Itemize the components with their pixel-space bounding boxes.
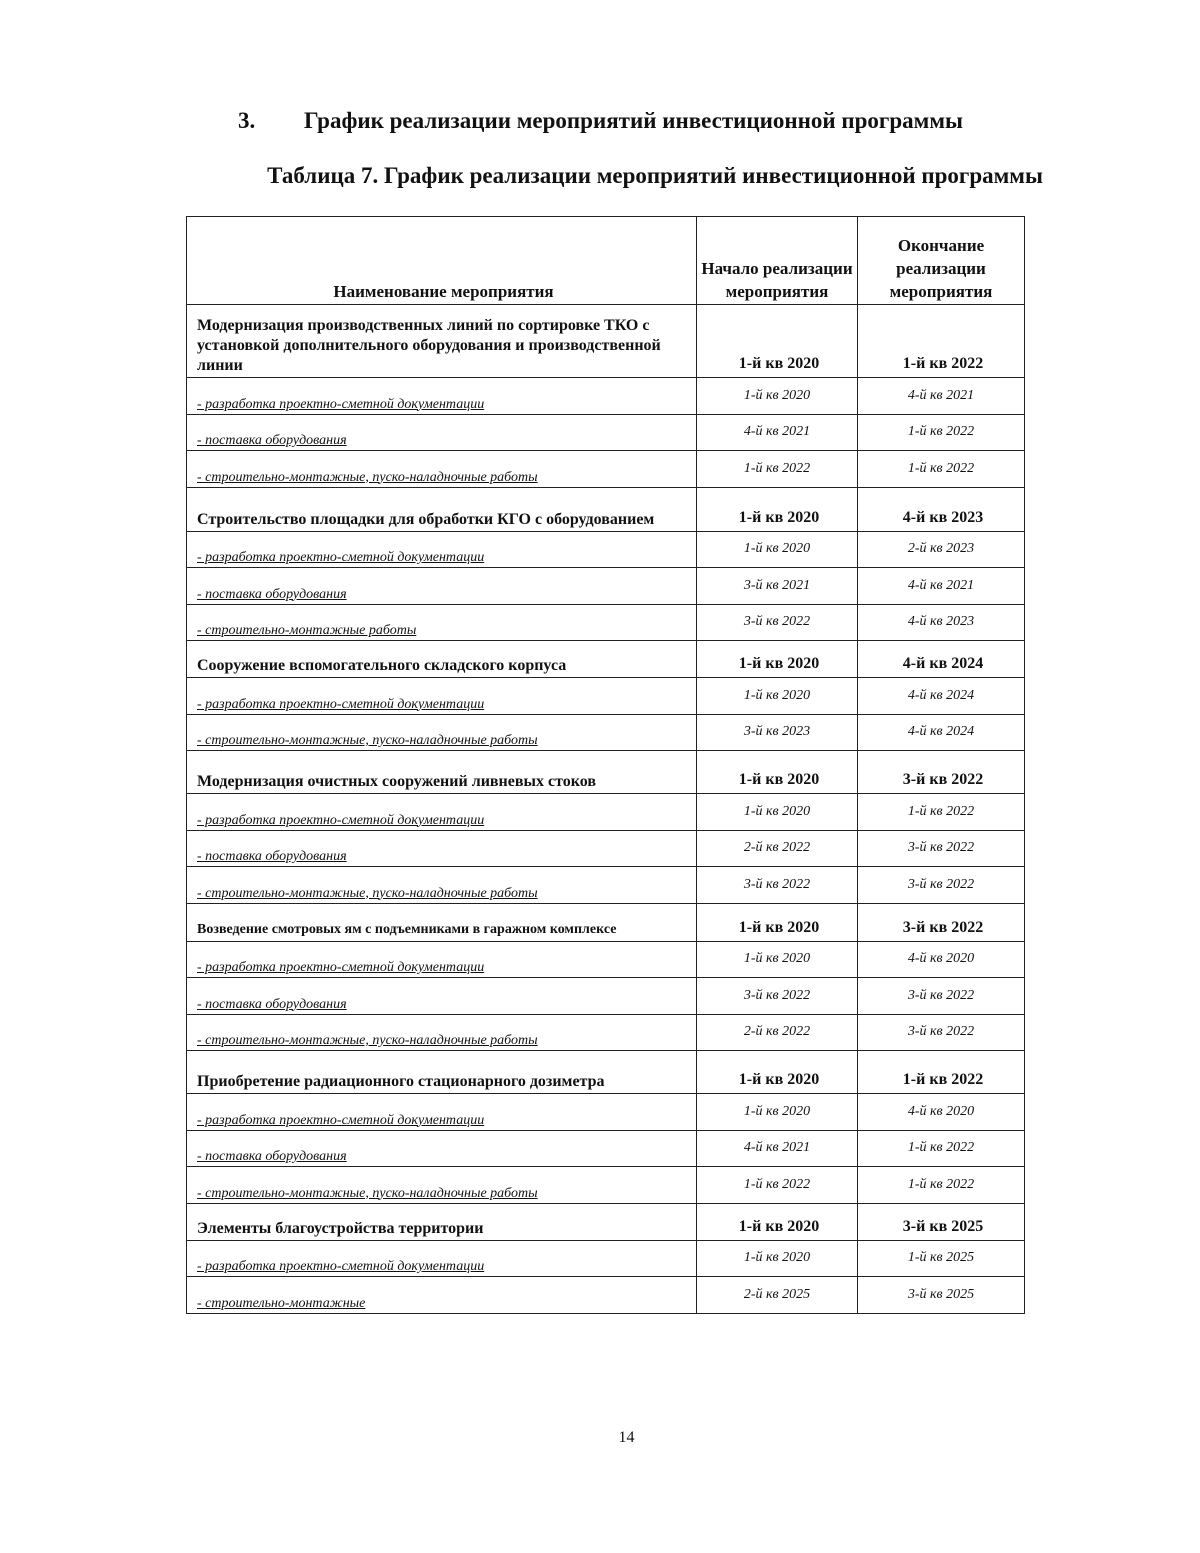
page-number: 14	[618, 1429, 635, 1446]
subtask-end-cell: 4-й кв 2021	[858, 378, 1025, 415]
subtask-start-cell: 3-й кв 2023	[697, 714, 858, 751]
table-row-subtask	[187, 1240, 1025, 1277]
subtask-start-cell: 1-й кв 2020	[697, 678, 858, 715]
section-number: 3.	[238, 108, 256, 133]
subtask-name-cell: - строительно-монтажные, пуско-наладночные работы	[187, 1167, 697, 1204]
subtask-start-cell: 1-й кв 2020	[697, 794, 858, 831]
subtask-start-cell: 2-й кв 2022	[697, 1014, 858, 1051]
table-row-subtask	[187, 451, 1025, 488]
subtask-end-cell: 2-й кв 2023	[858, 531, 1025, 568]
table-row-subtask	[187, 378, 1025, 415]
table-row-activity	[187, 487, 1025, 531]
activity-name-cell: Элементы благоустройства территории	[187, 1203, 697, 1240]
subtask-name-cell: - строительно-монтажные, пуско-наладночные работы	[187, 714, 697, 751]
table-row-subtask	[187, 604, 1025, 641]
table-row-activity	[187, 305, 1025, 378]
table-row-subtask	[187, 1167, 1025, 1204]
table-row-subtask	[187, 1094, 1025, 1131]
activity-end-cell: 3-й кв 2022	[858, 751, 1025, 794]
subtask-name-cell: - разработка проектно-сметной документации	[187, 678, 697, 715]
subtask-start-cell: 4-й кв 2021	[697, 1130, 858, 1167]
subtask-name-cell: - разработка проектно-сметной документации	[187, 1240, 697, 1277]
table-row-subtask	[187, 978, 1025, 1015]
subtask-name-cell: - поставка оборудования	[187, 568, 697, 605]
subtask-start-cell: 1-й кв 2022	[697, 451, 858, 488]
subtask-name-cell: - поставка оборудования	[187, 830, 697, 867]
subtask-end-cell: 4-й кв 2020	[858, 1094, 1025, 1131]
activity-start-cell: 1-й кв 2020	[697, 641, 858, 678]
table-row-subtask	[187, 414, 1025, 451]
table-row-subtask	[187, 794, 1025, 831]
table-row-subtask	[187, 678, 1025, 715]
subtask-name-cell: - разработка проектно-сметной документации	[187, 794, 697, 831]
activity-name-cell: Возведение смотровых ям с подъемниками в гаражном комплексе	[187, 903, 697, 941]
subtask-end-cell: 4-й кв 2020	[858, 941, 1025, 978]
subtask-end-cell: 3-й кв 2022	[858, 1014, 1025, 1051]
subtask-name-cell: - поставка оборудования	[187, 978, 697, 1015]
header-end: Окончание реализации мероприятия	[858, 217, 1025, 305]
subtask-start-cell: 3-й кв 2021	[697, 568, 858, 605]
section-title: График реализации мероприятий инвестиционной программы	[304, 108, 963, 133]
table-row-activity	[187, 751, 1025, 794]
header-name: Наименование мероприятия	[187, 217, 697, 305]
activity-start-cell: 1-й кв 2020	[697, 1203, 858, 1240]
table-row-activity	[187, 641, 1025, 678]
section-heading	[238, 108, 963, 134]
subtask-name-cell: - строительно-монтажные, пуско-наладночные работы	[187, 1014, 697, 1051]
activity-end-cell: 1-й кв 2022	[858, 1051, 1025, 1094]
subtask-start-cell: 3-й кв 2022	[697, 978, 858, 1015]
table-row-subtask	[187, 941, 1025, 978]
subtask-start-cell: 3-й кв 2022	[697, 867, 858, 904]
subtask-start-cell: 1-й кв 2020	[697, 531, 858, 568]
subtask-end-cell: 4-й кв 2024	[858, 678, 1025, 715]
subtask-end-cell: 1-й кв 2022	[858, 794, 1025, 831]
subtask-end-cell: 3-й кв 2025	[858, 1277, 1025, 1314]
subtask-end-cell: 3-й кв 2022	[858, 830, 1025, 867]
subtask-name-cell: - разработка проектно-сметной документации	[187, 941, 697, 978]
subtask-start-cell: 3-й кв 2022	[697, 604, 858, 641]
activity-start-cell: 1-й кв 2020	[697, 1051, 858, 1094]
subtask-start-cell: 2-й кв 2022	[697, 830, 858, 867]
subtask-start-cell: 1-й кв 2022	[697, 1167, 858, 1204]
subtask-name-cell: - поставка оборудования	[187, 414, 697, 451]
activity-end-cell: 4-й кв 2024	[858, 641, 1025, 678]
subtask-end-cell: 4-й кв 2024	[858, 714, 1025, 751]
subtask-start-cell: 1-й кв 2020	[697, 1240, 858, 1277]
subtask-start-cell: 1-й кв 2020	[697, 941, 858, 978]
subtask-start-cell: 1-й кв 2020	[697, 1094, 858, 1131]
activity-name-cell: Модернизация производственных линий по сортировке ТКО с установкой дополнительного оборудования и производственной линии	[187, 305, 697, 378]
table-row-subtask	[187, 867, 1025, 904]
subtask-start-cell: 4-й кв 2021	[697, 414, 858, 451]
activity-name-cell: Сооружение вспомогательного складского корпуса	[187, 641, 697, 678]
table-row-subtask	[187, 1014, 1025, 1051]
table-row-subtask	[187, 1277, 1025, 1314]
subtask-name-cell: - строительно-монтажные	[187, 1277, 697, 1314]
subtask-end-cell: 1-й кв 2022	[858, 414, 1025, 451]
subtask-name-cell: - разработка проектно-сметной документации	[187, 378, 697, 415]
table-row-subtask	[187, 531, 1025, 568]
activity-name-cell: Модернизация очистных сооружений ливневых стоков	[187, 751, 697, 794]
subtask-start-cell: 1-й кв 2020	[697, 378, 858, 415]
activity-end-cell: 3-й кв 2022	[858, 903, 1025, 941]
table-row-subtask	[187, 830, 1025, 867]
subtask-name-cell: - строительно-монтажные, пуско-наладночные работы	[187, 451, 697, 488]
table-row-activity	[187, 1051, 1025, 1094]
activity-end-cell: 3-й кв 2025	[858, 1203, 1025, 1240]
subtask-end-cell: 1-й кв 2022	[858, 1130, 1025, 1167]
activity-start-cell: 1-й кв 2020	[697, 751, 858, 794]
table-row-subtask	[187, 1130, 1025, 1167]
table-header	[187, 217, 1025, 305]
subtask-end-cell: 3-й кв 2022	[858, 867, 1025, 904]
activity-end-cell: 4-й кв 2023	[858, 487, 1025, 531]
subtask-end-cell: 4-й кв 2023	[858, 604, 1025, 641]
subtask-end-cell: 4-й кв 2021	[858, 568, 1025, 605]
header-start: Начало реализации мероприятия	[697, 217, 858, 305]
subtask-name-cell: - разработка проектно-сметной документации	[187, 1094, 697, 1131]
activity-name-cell: Приобретение радиационного стационарного дозиметра	[187, 1051, 697, 1094]
activity-end-cell: 1-й кв 2022	[858, 305, 1025, 378]
table-row-subtask	[187, 714, 1025, 751]
activity-start-cell: 1-й кв 2020	[697, 903, 858, 941]
activity-start-cell: 1-й кв 2020	[697, 305, 858, 378]
table-body	[187, 305, 1025, 1314]
subtask-end-cell: 1-й кв 2025	[858, 1240, 1025, 1277]
subtask-name-cell: - строительно-монтажные, пуско-наладночные работы	[187, 867, 697, 904]
table-caption: Таблица 7. График реализации мероприятий инвестиционной программы	[267, 163, 1043, 188]
schedule-table	[186, 216, 1025, 1314]
subtask-end-cell: 1-й кв 2022	[858, 451, 1025, 488]
table-row-subtask	[187, 568, 1025, 605]
header-row	[187, 217, 1025, 305]
subtask-start-cell: 2-й кв 2025	[697, 1277, 858, 1314]
subtask-name-cell: - поставка оборудования	[187, 1130, 697, 1167]
activity-name-cell: Строительство площадки для обработки КГО с оборудованием	[187, 487, 697, 531]
subtask-name-cell: - разработка проектно-сметной документации	[187, 531, 697, 568]
table-row-activity	[187, 1203, 1025, 1240]
subtask-name-cell: - строительно-монтажные работы	[187, 604, 697, 641]
activity-start-cell: 1-й кв 2020	[697, 487, 858, 531]
subtask-end-cell: 1-й кв 2022	[858, 1167, 1025, 1204]
table-row-activity	[187, 903, 1025, 941]
subtask-end-cell: 3-й кв 2022	[858, 978, 1025, 1015]
